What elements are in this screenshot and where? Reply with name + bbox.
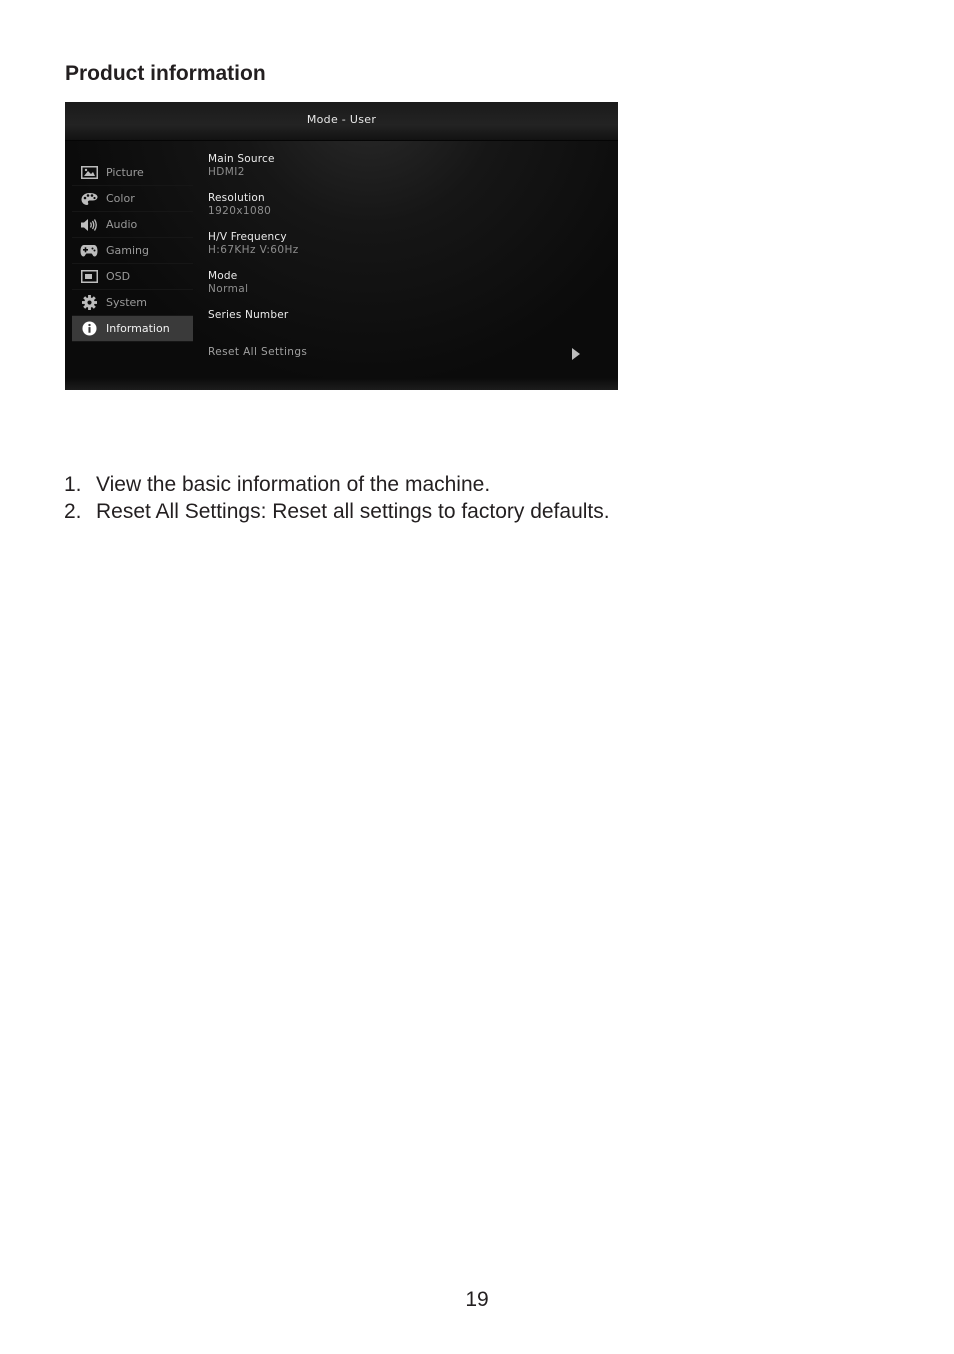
information-panel xyxy=(208,153,588,348)
info-row-mode xyxy=(208,270,588,309)
menu-item-information[interactable] xyxy=(72,316,193,342)
list-item xyxy=(64,498,610,525)
list-item xyxy=(64,471,610,498)
list-number: 1. xyxy=(64,473,82,496)
picture-icon xyxy=(80,166,98,180)
info-icon xyxy=(80,322,98,336)
info-value: H:67KHz V:60Hz xyxy=(208,244,299,256)
menu-item-color[interactable] xyxy=(72,186,193,212)
info-value: 1920x1080 xyxy=(208,205,272,217)
menu-item-osd[interactable] xyxy=(72,264,193,290)
steps-list xyxy=(64,471,610,525)
list-number: 2. xyxy=(64,500,82,523)
menu-item-audio[interactable] xyxy=(72,212,193,238)
menu-item-picture[interactable] xyxy=(72,160,193,186)
info-label: Main Source xyxy=(208,153,275,165)
menu-item-label: Information xyxy=(106,322,170,335)
info-row-series-number xyxy=(208,309,588,348)
info-label: Mode xyxy=(208,270,238,282)
osd-bottom-bar xyxy=(65,378,618,390)
speaker-icon xyxy=(80,218,98,232)
reset-all-settings[interactable]: Reset All Settings xyxy=(208,346,308,358)
info-label: H/V Frequency xyxy=(208,231,287,243)
osd-menu xyxy=(72,160,193,342)
osd-title-bar xyxy=(65,102,618,141)
screen-icon xyxy=(80,270,98,284)
menu-item-label: Gaming xyxy=(106,244,149,257)
info-label: Series Number xyxy=(208,309,289,321)
menu-item-label: System xyxy=(106,296,148,309)
gamepad-icon xyxy=(80,244,98,258)
menu-item-label: Picture xyxy=(106,166,144,179)
info-value: HDMI2 xyxy=(208,166,245,178)
osd-mode-title: Mode - User xyxy=(306,113,377,126)
info-row-main-source xyxy=(208,153,588,192)
osd-screenshot xyxy=(65,102,618,390)
gear-icon xyxy=(80,296,98,310)
menu-item-label: Color xyxy=(106,192,135,205)
info-row-frequency xyxy=(208,231,588,270)
palette-icon xyxy=(80,192,98,206)
chevron-right-icon[interactable] xyxy=(572,348,580,360)
menu-item-gaming[interactable] xyxy=(72,238,193,264)
info-row-resolution xyxy=(208,192,588,231)
list-text: View the basic information of the machine. xyxy=(96,473,491,496)
info-label: Resolution xyxy=(208,192,265,204)
page-number: 19 xyxy=(465,1288,489,1311)
menu-item-system[interactable] xyxy=(72,290,193,316)
section-heading: Product information xyxy=(65,62,266,85)
info-value: Normal xyxy=(208,283,249,295)
menu-item-label: OSD xyxy=(106,270,131,283)
menu-item-label: Audio xyxy=(106,218,138,231)
list-text: Reset All Settings: Reset all settings to factory defaults. xyxy=(96,500,610,523)
